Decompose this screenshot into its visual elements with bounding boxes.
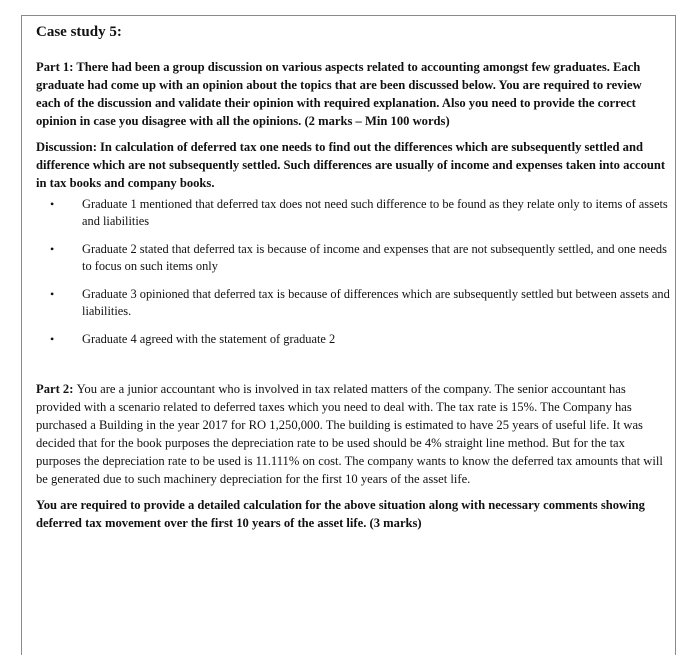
bullet-icon: • — [50, 242, 55, 256]
part2-label: Part 2: — [36, 382, 77, 396]
bullet-icon: • — [50, 332, 55, 346]
requirement-paragraph: You are required to provide a detailed calculation for the above situation along with necessary comments showing deferred tax movement over the first 10 years of the asset life. (3 marks) — [36, 498, 645, 530]
case-study-content — [36, 24, 670, 532]
part2-text: You are a junior accountant who is involved in tax related matters of the company. The senior accountant has provided with a scenario related to deferred taxes which you need to deal with. The tax rate is 15%. The Company has purchased a Building in the year 2017 for RO 1,250,000. The building is estimated to have 25 years of useful life. It was decided that for the book purposes the depreciation rate to be used should be 4% straight line method. But for the tax purposes the depreciation rate to be used is 11.111% on cost. The company wants to know the deferred tax amounts that will be generated due to such machinery depreciation for the first 10 years of the asset life. — [36, 382, 663, 486]
graduate-opinions-list — [36, 196, 670, 348]
graduate-4-opinion: Graduate 4 agreed with the statement of graduate 2 — [82, 332, 336, 346]
list-item — [50, 241, 670, 275]
part1-text: There had been a group discussion on various aspects related to accounting amongst few graduates. Each graduate had come up with an opinion about the topics that are been discussed below. You are required to review each of the discussion and validate their opinion with required explanation. Also you need to provide the correct opinion in case you disagree with all the opinions. (2 marks – Min 100 words) — [36, 60, 642, 128]
bullet-icon: • — [50, 197, 55, 211]
part1-label: Part 1: — [36, 60, 77, 74]
bullet-icon: • — [50, 287, 55, 301]
list-item — [50, 196, 670, 230]
graduate-1-opinion: Graduate 1 mentioned that deferred tax does not need such difference to be found as they relate only to items of assets and liabilities — [82, 197, 668, 228]
discussion-paragraph: Discussion: In calculation of deferred tax one needs to find out the differences which are subsequently settled and difference which are not subsequently settled. Such differences are usually of income and expenses taken into account in tax books and company books. — [36, 140, 666, 190]
part1-paragraph — [36, 58, 666, 130]
list-item — [50, 331, 670, 348]
graduate-2-opinion: Graduate 2 stated that deferred tax is because of income and expenses that are not subsequently settled, and one needs to focus on such items only — [82, 242, 667, 273]
case-study-title: Case study 5: — [36, 24, 122, 40]
list-item — [50, 286, 670, 320]
part2-paragraph — [36, 380, 666, 488]
graduate-3-opinion: Graduate 3 opinioned that deferred tax is because of differences which are subsequently settled but between assets and liabilities. — [82, 287, 670, 318]
